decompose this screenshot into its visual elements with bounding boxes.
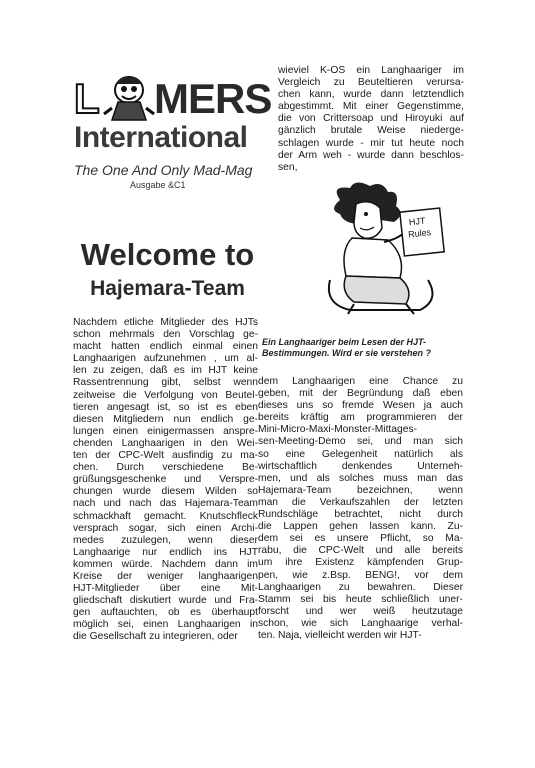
- cartoon-sign-text-1: HJT: [408, 215, 426, 228]
- caption-line-2: Bestimmungen. Wird er sie verstehen ?: [262, 348, 431, 358]
- text-line: um ihre Existenz kämpfenden Grup-: [258, 557, 463, 569]
- text-line: nach und nach das Hajemara-Team: [73, 498, 258, 510]
- text-line: die von Crittersoap und Hiroyuki auf: [278, 113, 464, 125]
- text-line: gen auftauchten, ob es überhaupt: [73, 607, 258, 619]
- text-line: Langhaarigen aufzunehmen , um al-: [73, 353, 258, 365]
- text-line: dieses uns so fremde Wesen ja auch: [258, 400, 463, 412]
- text-line: HJT-Mitglieder über eine Mit-: [73, 583, 258, 595]
- text-line: die Lappen gehen lassen kann. Zu-: [258, 521, 463, 533]
- text-line: tieren angesagt ist, so ist es eben: [73, 401, 258, 413]
- text-line: Stamm sei bis heute schließlich uner-: [258, 593, 463, 605]
- magazine-logo: [70, 74, 270, 160]
- logo-text-international: International: [74, 121, 248, 154]
- article-column-2-top: [278, 65, 464, 174]
- text-line: schmackhaft gemacht. Knutschfleck: [73, 510, 258, 522]
- text-line: pen, wie z.Bsp. BENG!, vor dem: [258, 569, 463, 581]
- text-line: schon mehrmals den Vorschlag ge-: [73, 329, 258, 341]
- text-line: bereits kräftig am programmieren der: [258, 412, 463, 424]
- text-line: forscht und wer weiß heutzutage: [258, 605, 463, 617]
- text-line: diesen Mitgliedern nun endlich ge-: [73, 413, 258, 425]
- text-line: Rundschläge betrachtet, nicht durch: [258, 509, 463, 521]
- text-line: medes zuzulegen, wenn dieser: [73, 534, 258, 546]
- text-line: chenden Langhaarigen in den Wei-: [73, 437, 258, 449]
- text-line: schon, wie sich Langhaarige verhal-: [258, 617, 463, 629]
- text-line: geben, mit der Begründung daß eben: [258, 388, 463, 400]
- cartoon-illustration: [310, 180, 460, 315]
- cartoon-sign-text-2: Rules: [407, 227, 432, 240]
- text-line: grüßungsgeschenke und Verspre-: [73, 474, 258, 486]
- text-line: Vergleich zu Beuteltieren verursa-: [278, 77, 464, 89]
- text-line: Hajemara-Team bezeichnen, wenn: [258, 484, 463, 496]
- text-line: Langhaarigen zu bewahren. Dieser: [258, 581, 463, 593]
- text-line: Nachdem etliche Mitglieder des HJTs: [73, 317, 258, 328]
- text-line: gänzlich brutale Weise niederge-: [278, 125, 464, 137]
- text-line: gliedschaft diskutiert wurde und Fra-: [73, 595, 258, 607]
- text-line: schlagen wurde - mir tut heute noch: [278, 137, 464, 149]
- text-line: dem sei es unsere Pflicht, so Ma-: [258, 533, 463, 545]
- text-line: wirtschaftlich denkendes Unterneh-: [258, 460, 463, 472]
- text-line: man die Verkaufszahlen der letzten: [258, 496, 463, 508]
- text-line: Langhaarige nur endlich ins HJT: [73, 546, 258, 558]
- cartoon-caption: [262, 337, 467, 359]
- text-line: möglich sei, einen Langhaarigen in: [73, 619, 258, 631]
- article-column-2-bottom: [258, 376, 463, 642]
- text-line: Rassentrennung gibt, selbst wenn: [73, 377, 258, 389]
- text-line: men, und als solches muss man das: [258, 472, 463, 484]
- headline-line-1: Welcome to: [80, 237, 255, 272]
- text-line: ten. Naja, vielleicht werden wir HJT-: [258, 629, 422, 641]
- text-line: kommen würde. Nachdem dann im: [73, 558, 258, 570]
- text-line: so eine Gelegenheit natürlich als: [258, 448, 463, 460]
- issue-number: Ausgabe &C1: [130, 180, 186, 190]
- article-column-1: [73, 317, 258, 644]
- text-line: sen,: [278, 161, 298, 173]
- tagline: The One And Only Mad-Mag: [74, 162, 253, 178]
- text-line: die Gesellschaft zu integrieren, oder: [73, 631, 238, 643]
- text-line: Mini-Micro-Maxi-Monster-Mittages-: [258, 424, 418, 436]
- text-line: rabu, die CPC-Welt und alle bereits: [258, 545, 463, 557]
- text-line: abgestimmt. Mit einer Gegenstimme,: [278, 101, 464, 113]
- text-line: ten der CPC-Welt ausfindig zu ma-: [73, 450, 258, 462]
- text-line: len zu zeigen, daß es im HJT keine: [73, 365, 258, 377]
- text-line: dem Langhaarigen eine Chance zu: [258, 376, 463, 387]
- text-line: Kreise der weniger langhaarigen: [73, 570, 258, 582]
- text-line: chungen wurde diesem Wilden so: [73, 486, 258, 498]
- logo-text-mers: MERS: [154, 75, 272, 122]
- text-line: versprach sogar, sich einen Archi-: [73, 522, 258, 534]
- text-line: chen kann, wurde dann letztendlich: [278, 89, 464, 101]
- logo-letter-l: L: [74, 75, 99, 122]
- mascot-icon: [102, 74, 156, 122]
- text-line: der Arm weh - wurde dann beschlos-: [278, 149, 464, 161]
- text-line: zeitweise die Verfolgung von Beutel-: [73, 389, 258, 401]
- text-line: chen. Durch verschiedene Be-: [73, 462, 258, 474]
- headline-line-2: Hajemara-Team: [90, 277, 245, 300]
- text-line: sen-Meeting-Demo sei, und man sich: [258, 436, 463, 448]
- text-line: wieviel K-OS ein Langhaariger im: [278, 65, 464, 76]
- text-line: lungen einen einigermassen anspre-: [73, 425, 258, 437]
- text-line: macht hatten endlich einmal einen: [73, 341, 258, 353]
- caption-line-1: Ein Langhaariger beim Lesen der HJT-: [262, 337, 427, 347]
